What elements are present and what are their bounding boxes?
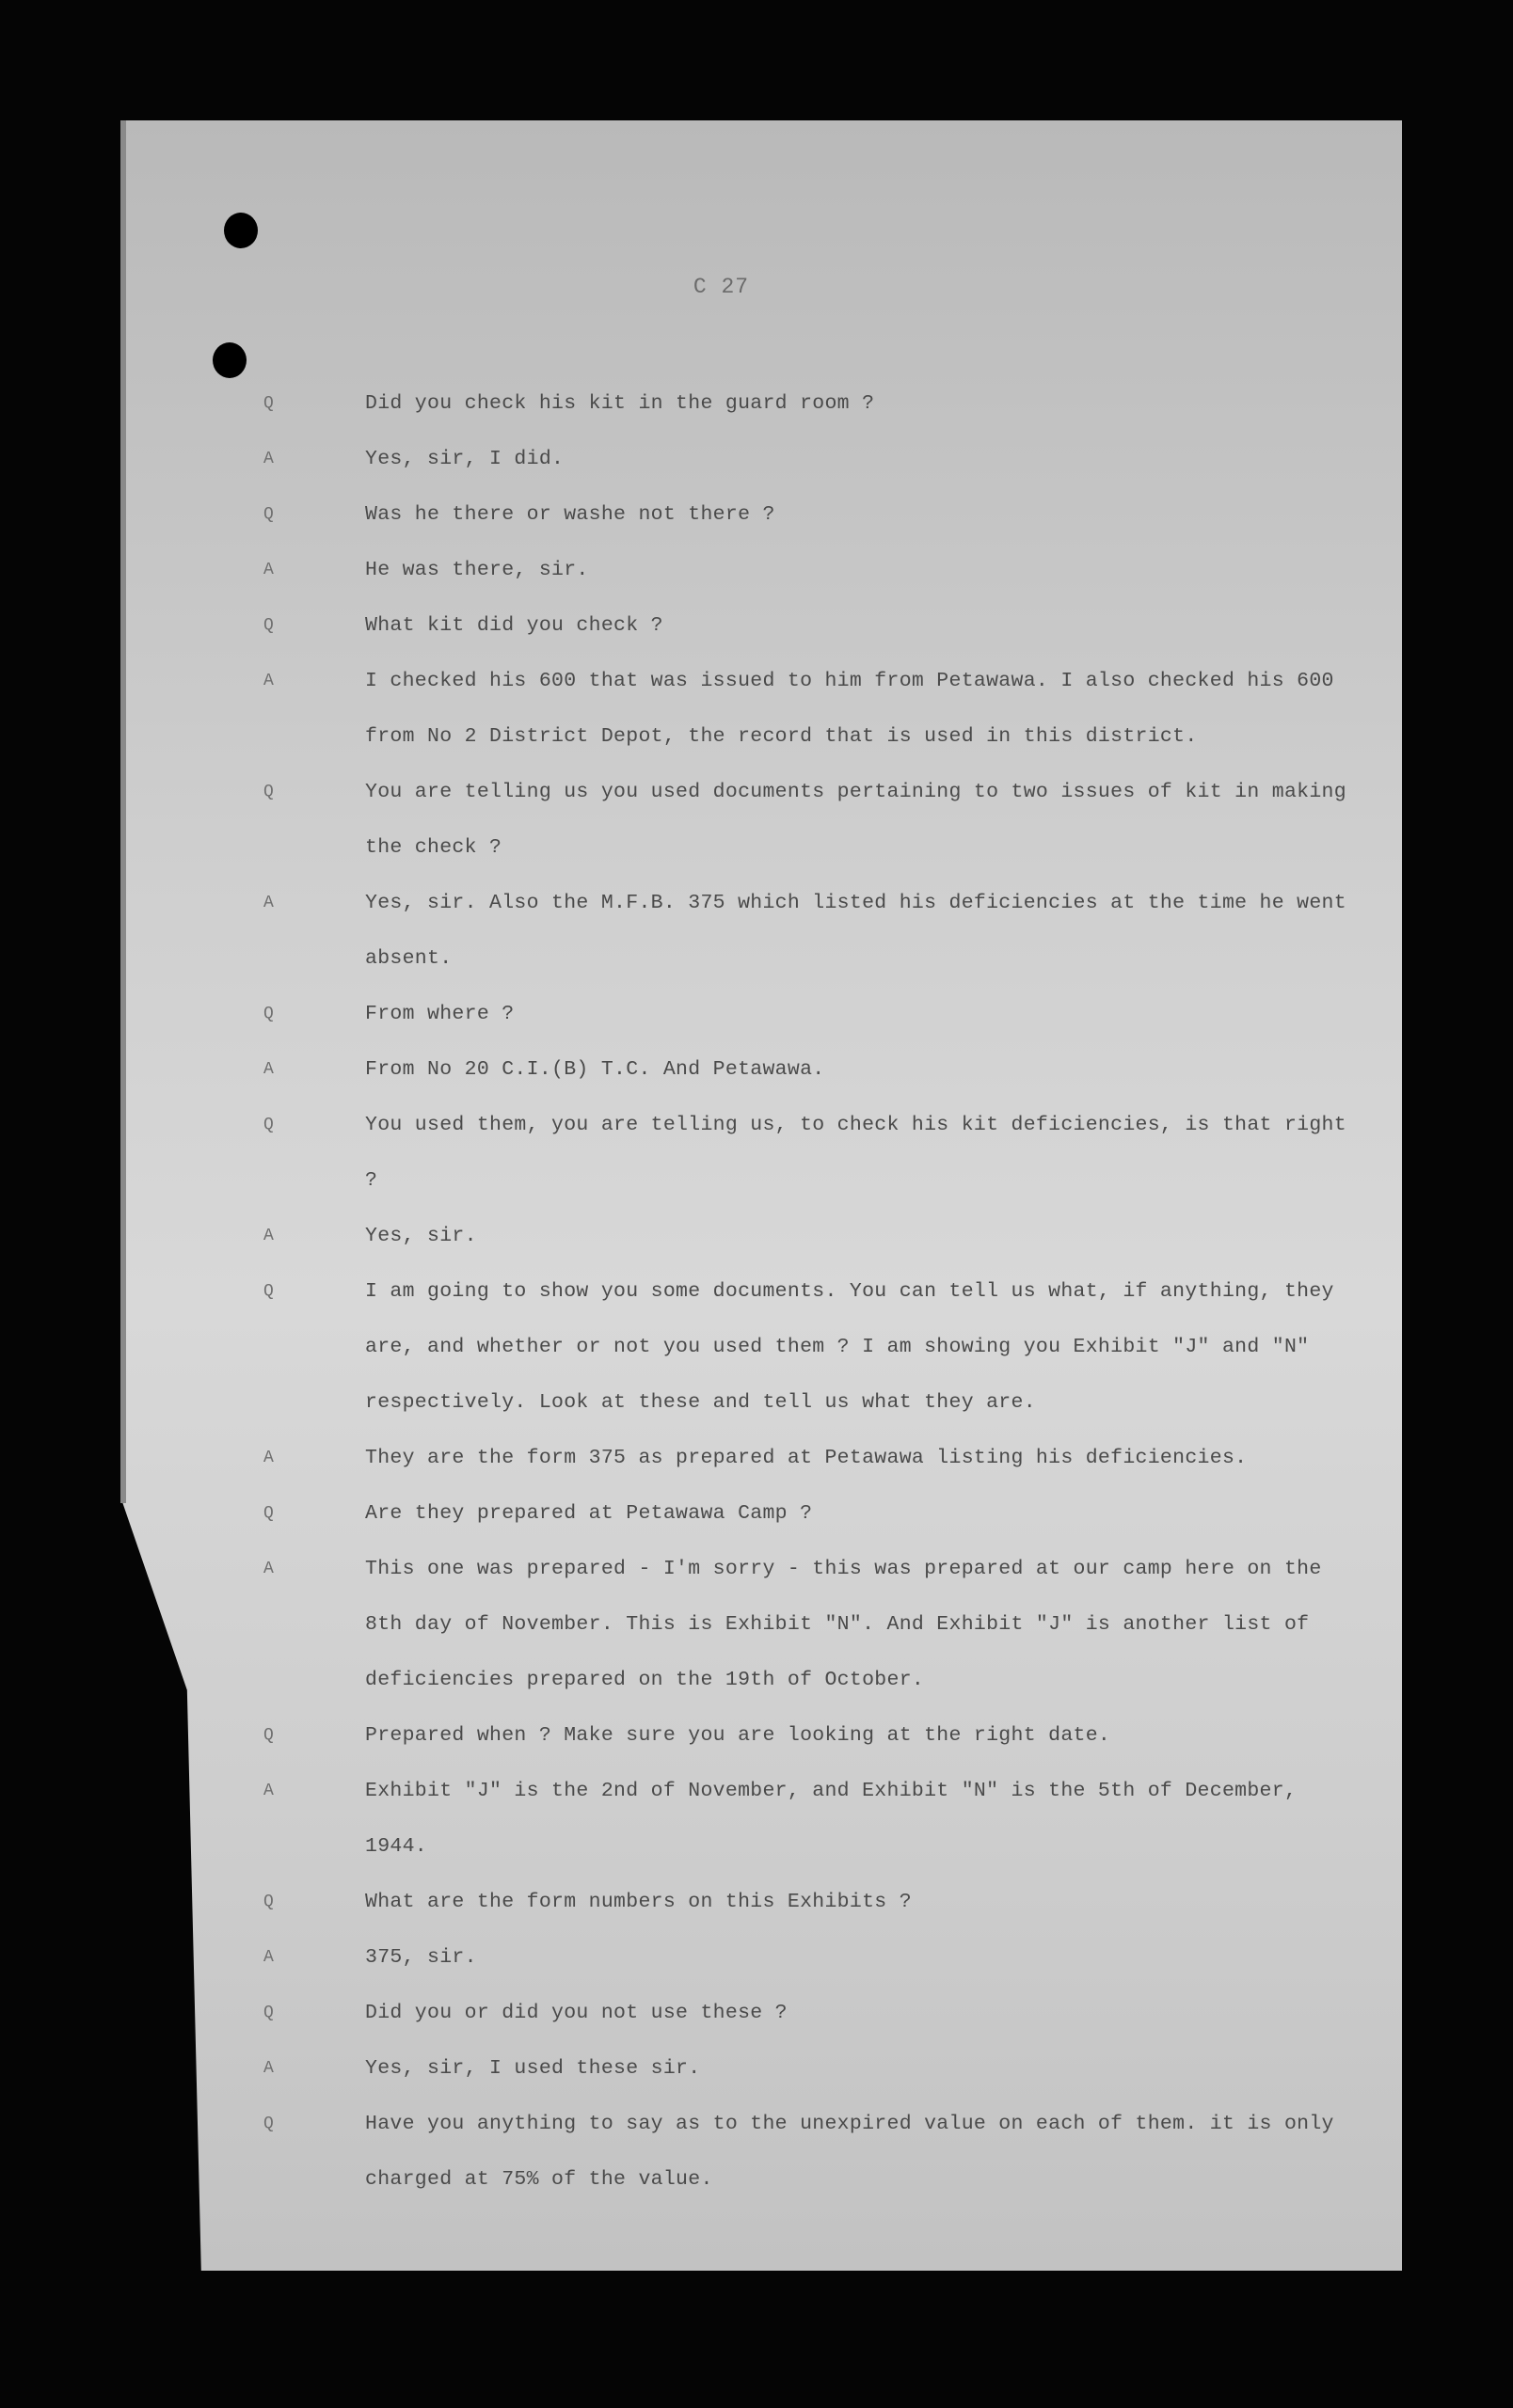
transcript-line (263, 1209, 1364, 1264)
transcript-line (263, 376, 1364, 432)
line-text: This one was prepared - I'm sorry - this was prepared at our camp here on the 8th day of November. This is Exhibit "N". And Exhibit "J" is another list of deficiencies prepared on the 19th of October. (365, 1558, 1322, 1691)
transcript-line (263, 1264, 1364, 1431)
line-text: Prepared when ? Make sure you are looking at the right date. (365, 1724, 1111, 1747)
line-text: 375, sir. (365, 1946, 477, 1969)
transcript-line (263, 432, 1364, 487)
transcript-line (263, 765, 1364, 876)
speaker-label: Q (263, 1282, 275, 1301)
speaker-label: Q (263, 2004, 275, 2022)
line-text: Did you check his kit in the guard room ? (365, 392, 875, 415)
transcript-line (263, 1930, 1364, 1986)
transcript-line (263, 1542, 1364, 1708)
speaker-label: A (263, 1782, 275, 1800)
line-text: Was he there or washe not there ? (365, 503, 775, 526)
line-text: They are the form 375 as prepared at Petawawa listing his deficiencies. (365, 1447, 1248, 1469)
transcript-line (263, 1098, 1364, 1209)
speaker-label: Q (263, 505, 275, 524)
speaker-label: Q (263, 1005, 275, 1023)
punch-hole-top (224, 213, 258, 248)
line-text: You used them, you are telling us, to check his kit deficiencies, is that right ? (365, 1114, 1346, 1192)
speaker-label: A (263, 561, 275, 579)
transcript-line (263, 543, 1364, 598)
speaker-label: Q (263, 1726, 275, 1745)
transcript-line (263, 1986, 1364, 2041)
speaker-label: A (263, 1560, 275, 1578)
speaker-label: Q (263, 2115, 275, 2133)
transcript-line (263, 1431, 1364, 1486)
transcript-line (263, 987, 1364, 1042)
transcript-line (263, 1708, 1364, 1764)
speaker-label: A (263, 1948, 275, 1967)
speaker-label: A (263, 1227, 275, 1245)
speaker-label: Q (263, 1893, 275, 1911)
line-text: Have you anything to say as to the unexpired value on each of them. it is only charged at 75% of the value. (365, 2113, 1334, 2191)
speaker-label: A (263, 894, 275, 912)
speaker-label: Q (263, 616, 275, 635)
transcript-line (263, 1486, 1364, 1542)
line-text: What are the form numbers on this Exhibits ? (365, 1891, 912, 1913)
speaker-label: A (263, 1449, 275, 1467)
page-number: C 27 (693, 275, 750, 299)
transcript-line (263, 2097, 1364, 2208)
line-text: From No 20 C.I.(B) T.C. And Petawawa. (365, 1058, 825, 1081)
line-text: Yes, sir. Also the M.F.B. 375 which listed his deficiencies at the time he went absent. (365, 892, 1346, 970)
line-text: Yes, sir. (365, 1225, 477, 1247)
line-text: Yes, sir, I did. (365, 448, 565, 470)
speaker-label: Q (263, 783, 275, 801)
line-text: Yes, sir, I used these sir. (365, 2057, 701, 2080)
speaker-label: A (263, 672, 275, 690)
transcript-body (263, 376, 1364, 2208)
speaker-label: Q (263, 1116, 275, 1134)
line-text: Did you or did you not use these ? (365, 2002, 788, 2024)
transcript-line (263, 1042, 1364, 1098)
speaker-label: A (263, 450, 275, 468)
transcript-line (263, 876, 1364, 987)
sheet-edge (120, 120, 126, 1503)
transcript-line (263, 1875, 1364, 1930)
transcript-line (263, 2041, 1364, 2097)
transcript-line (263, 1764, 1364, 1875)
speaker-label: A (263, 2059, 275, 2078)
line-text: From where ? (365, 1003, 515, 1025)
line-text: What kit did you check ? (365, 614, 663, 637)
speaker-label: Q (263, 1504, 275, 1523)
line-text: Are they prepared at Petawawa Camp ? (365, 1502, 813, 1525)
line-text: You are telling us you used documents pertaining to two issues of kit in making the check ? (365, 781, 1346, 859)
transcript-line (263, 487, 1364, 543)
line-text: I checked his 600 that was issued to him from Petawawa. I also checked his 600 from No 2 District Depot, the record that is used in this district. (365, 670, 1334, 748)
line-text: I am going to show you some documents. You can tell us what, if anything, they are, and whether or not you used them ? I am showing you Exhibit "J" and "N" respectively. Look at these and tell us what they are. (365, 1280, 1334, 1414)
line-text: He was there, sir. (365, 559, 589, 581)
transcript-line (263, 654, 1364, 765)
line-text: Exhibit "J" is the 2nd of November, and Exhibit "N" is the 5th of December, 1944. (365, 1780, 1298, 1858)
transcript-line (263, 598, 1364, 654)
punch-hole-bottom (213, 342, 247, 378)
speaker-label: A (263, 1060, 275, 1079)
speaker-label: Q (263, 394, 275, 413)
